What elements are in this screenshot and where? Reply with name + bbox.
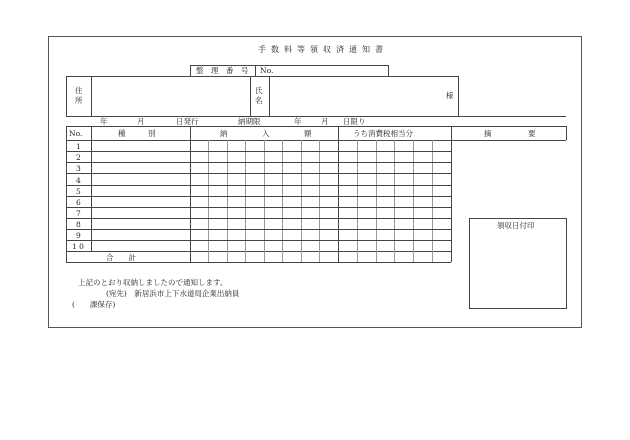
rule (451, 126, 452, 262)
digit-rule (264, 140, 265, 262)
digit-rule (413, 140, 414, 262)
due-date-label: 納期限 (238, 117, 261, 126)
digit-rule (432, 140, 433, 262)
digit-rule (319, 140, 320, 262)
row-rule (66, 173, 451, 174)
digit-rule (282, 140, 283, 262)
rule (388, 65, 389, 76)
rule (66, 126, 566, 127)
row-number: 1 0 (72, 242, 84, 251)
row-number: 9 (76, 231, 81, 240)
honorific-sama: 様 (446, 91, 454, 100)
receipt-stamp-box (469, 218, 567, 309)
row-rule (66, 240, 451, 241)
rule (66, 76, 67, 116)
row-rule (66, 196, 451, 197)
rule (190, 65, 191, 76)
row-number: 4 (76, 176, 81, 185)
issue-month: 月 (137, 117, 145, 126)
digit-rule (394, 140, 395, 262)
col-header-amount-2: 入 (262, 129, 270, 138)
rule (269, 76, 270, 116)
col-header-memo-1: 摘 (484, 129, 492, 138)
rule (66, 262, 451, 263)
due-year: 年 (294, 117, 302, 126)
issue-year: 年 (100, 117, 108, 126)
digit-rule (245, 140, 246, 262)
notice-line: 上記のとおり収納しましたので通知します。 (78, 278, 228, 287)
row-number: 6 (76, 198, 81, 207)
col-header-no: No. (69, 129, 83, 138)
col-header-tax: うち消費税相当分 (353, 129, 413, 138)
row-number: 2 (76, 153, 81, 162)
rule (566, 126, 567, 140)
rule (66, 126, 67, 262)
col-header-amount-3: 額 (304, 129, 312, 138)
form-title: 手数料等領収済通知書 (258, 45, 388, 54)
due-day-kagiri: 日限り (343, 117, 366, 126)
row-number: 7 (76, 209, 81, 218)
due-month: 月 (321, 117, 329, 126)
col-header-amount-1: 納 (220, 129, 228, 138)
rule (66, 140, 566, 141)
row-number: 8 (76, 220, 81, 229)
seiri-bango-label: 整 理 番 号 (196, 66, 249, 75)
row-rule (66, 185, 451, 186)
rule (255, 65, 256, 76)
rule (458, 76, 459, 116)
row-rule (66, 162, 451, 163)
number-no-label: No. (260, 66, 274, 75)
name-label-bottom: 名 (255, 96, 263, 105)
digit-rule (208, 140, 209, 262)
address-label-bottom: 所 (75, 96, 83, 105)
rule (338, 126, 339, 262)
row-rule (66, 218, 451, 219)
rule (91, 126, 92, 251)
digit-rule (227, 140, 228, 262)
rule (66, 76, 458, 77)
address-label-top: 住 (75, 86, 83, 95)
total-label: 合 計 (106, 253, 136, 262)
row-rule (66, 207, 451, 208)
row-number: 5 (76, 187, 81, 196)
rule (91, 76, 92, 116)
dept-keep-line: ( 課保存) (72, 300, 116, 309)
receipt-stamp-label: 領収日付印 (497, 221, 535, 230)
issue-day-hakko: 日発行 (176, 117, 199, 126)
col-header-type: 種 別 (118, 129, 156, 138)
col-header-memo-2: 要 (528, 129, 536, 138)
rule (250, 76, 251, 116)
digit-rule (301, 140, 302, 262)
addressee-line: (宛先) 新居浜市上下水道局企業出納員 (106, 289, 240, 298)
row-number: 3 (76, 164, 81, 173)
digit-rule (357, 140, 358, 262)
row-rule (66, 151, 451, 152)
rule (190, 126, 191, 262)
name-label-top: 氏 (255, 86, 263, 95)
row-rule (66, 229, 451, 230)
digit-rule (376, 140, 377, 262)
row-number: 1 (76, 142, 81, 151)
